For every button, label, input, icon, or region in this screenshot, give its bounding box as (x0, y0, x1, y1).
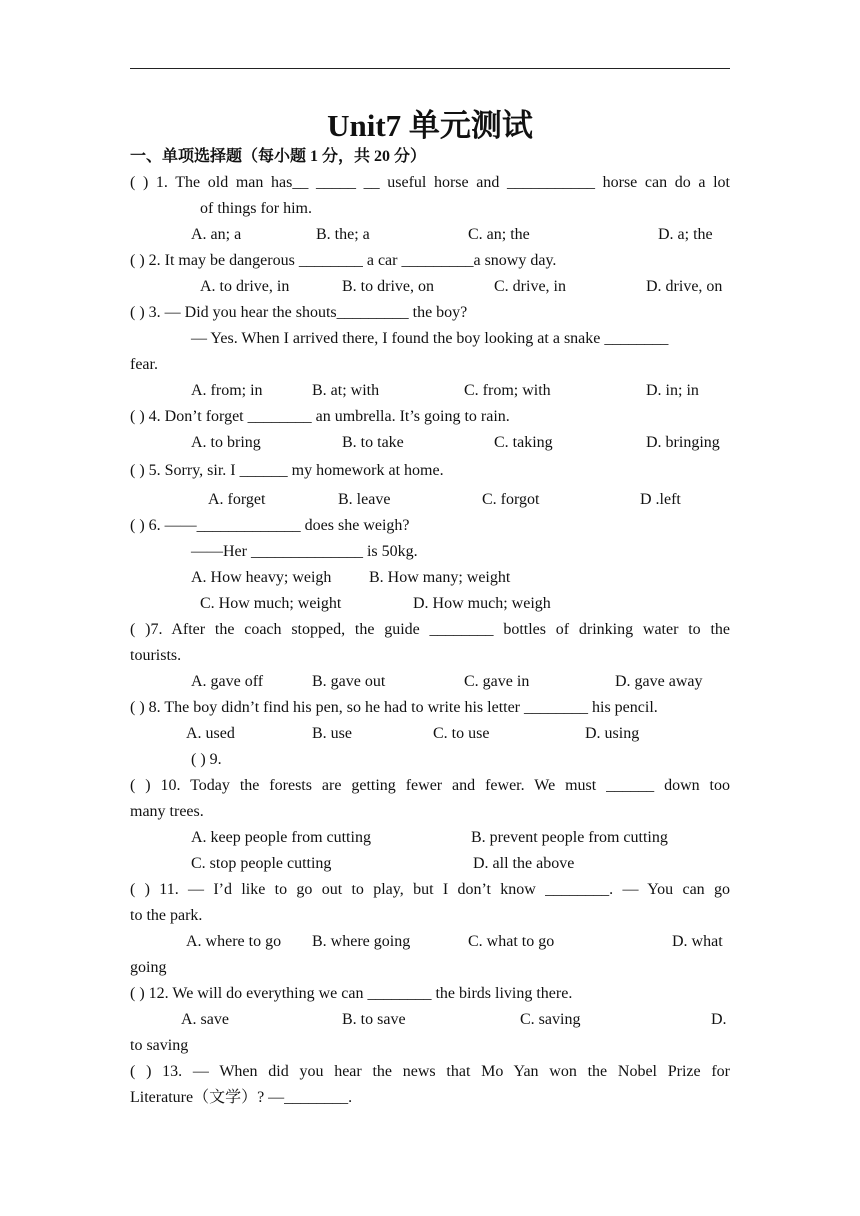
question-11-option-d-continued: going (130, 959, 167, 976)
section-title: 一、单项选择题（每小题 1 分，共 20 分） (130, 148, 427, 165)
question-3-option-d[interactable]: D. in; in (646, 382, 699, 399)
question-10-option-a[interactable]: A. keep people from cutting (191, 829, 371, 846)
question-11-option-a[interactable]: A. where to go (186, 933, 282, 950)
question-3-continued: — Yes. When I arrived there, I found the boy looking at a snake ________ (191, 330, 669, 347)
question-6-option-a[interactable]: A. How heavy; weigh (191, 569, 332, 586)
question-6-continued: ——Her ______________ is 50kg. (191, 543, 418, 560)
question-4-option-c[interactable]: C. taking (494, 434, 553, 451)
question-3-continued-2: fear. (130, 356, 158, 373)
question-7-continued: tourists. (130, 647, 182, 664)
question-3-option-b[interactable]: B. at; with (312, 382, 380, 399)
question-10: ( ) 10. Today the forests are getting fewer and fewer. We must ______ down too (130, 777, 730, 794)
question-10-option-c[interactable]: C. stop people cutting (191, 855, 332, 872)
question-9: ( ) 9. (191, 751, 222, 768)
question-11-option-b[interactable]: B. where going (312, 933, 411, 950)
question-3-option-a[interactable]: A. from; in (191, 382, 263, 399)
question-5-option-c[interactable]: C. forgot (482, 491, 540, 508)
question-1: ( ) 1. The old man has__ _____ __ useful horse and ___________ horse can do a lot (130, 174, 730, 191)
question-8-option-a[interactable]: A. used (186, 725, 235, 742)
question-11: ( ) 11. — I’d like to go out to play, but I don’t know ________. — You can go (130, 881, 730, 898)
question-4-option-a[interactable]: A. to bring (191, 434, 261, 451)
question-1-option-d[interactable]: D. a; the (658, 226, 713, 243)
question-6: ( ) 6. ——_____________ does she weigh? (130, 517, 410, 534)
question-5-option-b[interactable]: B. leave (338, 491, 391, 508)
page-title: Unit7 单元测试 (327, 108, 533, 143)
question-11-continued: to the park. (130, 907, 203, 924)
question-2-option-a[interactable]: A. to drive, in (200, 278, 290, 295)
question-10-option-b[interactable]: B. prevent people from cutting (471, 829, 668, 846)
question-4-option-b[interactable]: B. to take (342, 434, 404, 451)
question-7-option-c[interactable]: C. gave in (464, 673, 530, 690)
question-5: ( ) 5. Sorry, sir. I ______ my homework at home. (130, 462, 444, 479)
question-7: ( )7. After the coach stopped, the guide ________ bottles of drinking water to the (130, 621, 730, 638)
question-12-option-c[interactable]: C. saving (520, 1011, 581, 1028)
question-7-option-b[interactable]: B. gave out (312, 673, 386, 690)
question-5-option-d[interactable]: D .left (640, 491, 681, 508)
question-11-option-d[interactable]: D. what (672, 933, 723, 950)
question-6-option-b[interactable]: B. How many; weight (369, 569, 511, 586)
question-1-option-b[interactable]: B. the; a (316, 226, 370, 243)
question-12-option-a[interactable]: A. save (181, 1011, 229, 1028)
question-1-option-a[interactable]: A. an; a (191, 226, 242, 243)
question-6-option-c[interactable]: C. How much; weight (200, 595, 342, 612)
question-8-option-d[interactable]: D. using (585, 725, 640, 742)
question-3: ( ) 3. — Did you hear the shouts_________ the boy? (130, 304, 468, 321)
question-11-option-c[interactable]: C. what to go (468, 933, 555, 950)
question-8-option-c[interactable]: C. to use (433, 725, 490, 742)
question-13-continued: Literature（文学）? —________. (130, 1089, 353, 1106)
question-5-option-a[interactable]: A. forget (208, 491, 266, 508)
question-2: ( ) 2. It may be dangerous ________ a car _________a snowy day. (130, 252, 557, 269)
question-4-option-d[interactable]: D. bringing (646, 434, 720, 451)
question-1-continued: of things for him. (200, 200, 312, 217)
question-13: ( ) 13. — When did you hear the news that Mo Yan won the Nobel Prize for (130, 1063, 730, 1080)
question-7-option-d[interactable]: D. gave away (615, 673, 703, 690)
question-12-option-b[interactable]: B. to save (342, 1011, 406, 1028)
question-10-option-d[interactable]: D. all the above (473, 855, 575, 872)
question-3-option-c[interactable]: C. from; with (464, 382, 551, 399)
question-8-option-b[interactable]: B. use (312, 725, 352, 742)
question-10-continued: many trees. (130, 803, 204, 820)
question-12-option-d-continued: to saving (130, 1037, 189, 1054)
question-12-option-d[interactable]: D. (711, 1011, 727, 1028)
question-6-option-d[interactable]: D. How much; weigh (413, 595, 551, 612)
question-8: ( ) 8. The boy didn’t find his pen, so he had to write his letter ________ his pencil. (130, 699, 658, 716)
question-12: ( ) 12. We will do everything we can ________ the birds living there. (130, 985, 573, 1002)
question-7-option-a[interactable]: A. gave off (191, 673, 264, 690)
question-2-option-b[interactable]: B. to drive, on (342, 278, 434, 295)
question-2-option-c[interactable]: C. drive, in (494, 278, 566, 295)
question-4: ( ) 4. Don’t forget ________ an umbrella. It’s going to rain. (130, 408, 510, 425)
question-1-option-c[interactable]: C. an; the (468, 226, 530, 243)
question-2-option-d[interactable]: D. drive, on (646, 278, 723, 295)
header-rule (130, 68, 730, 69)
